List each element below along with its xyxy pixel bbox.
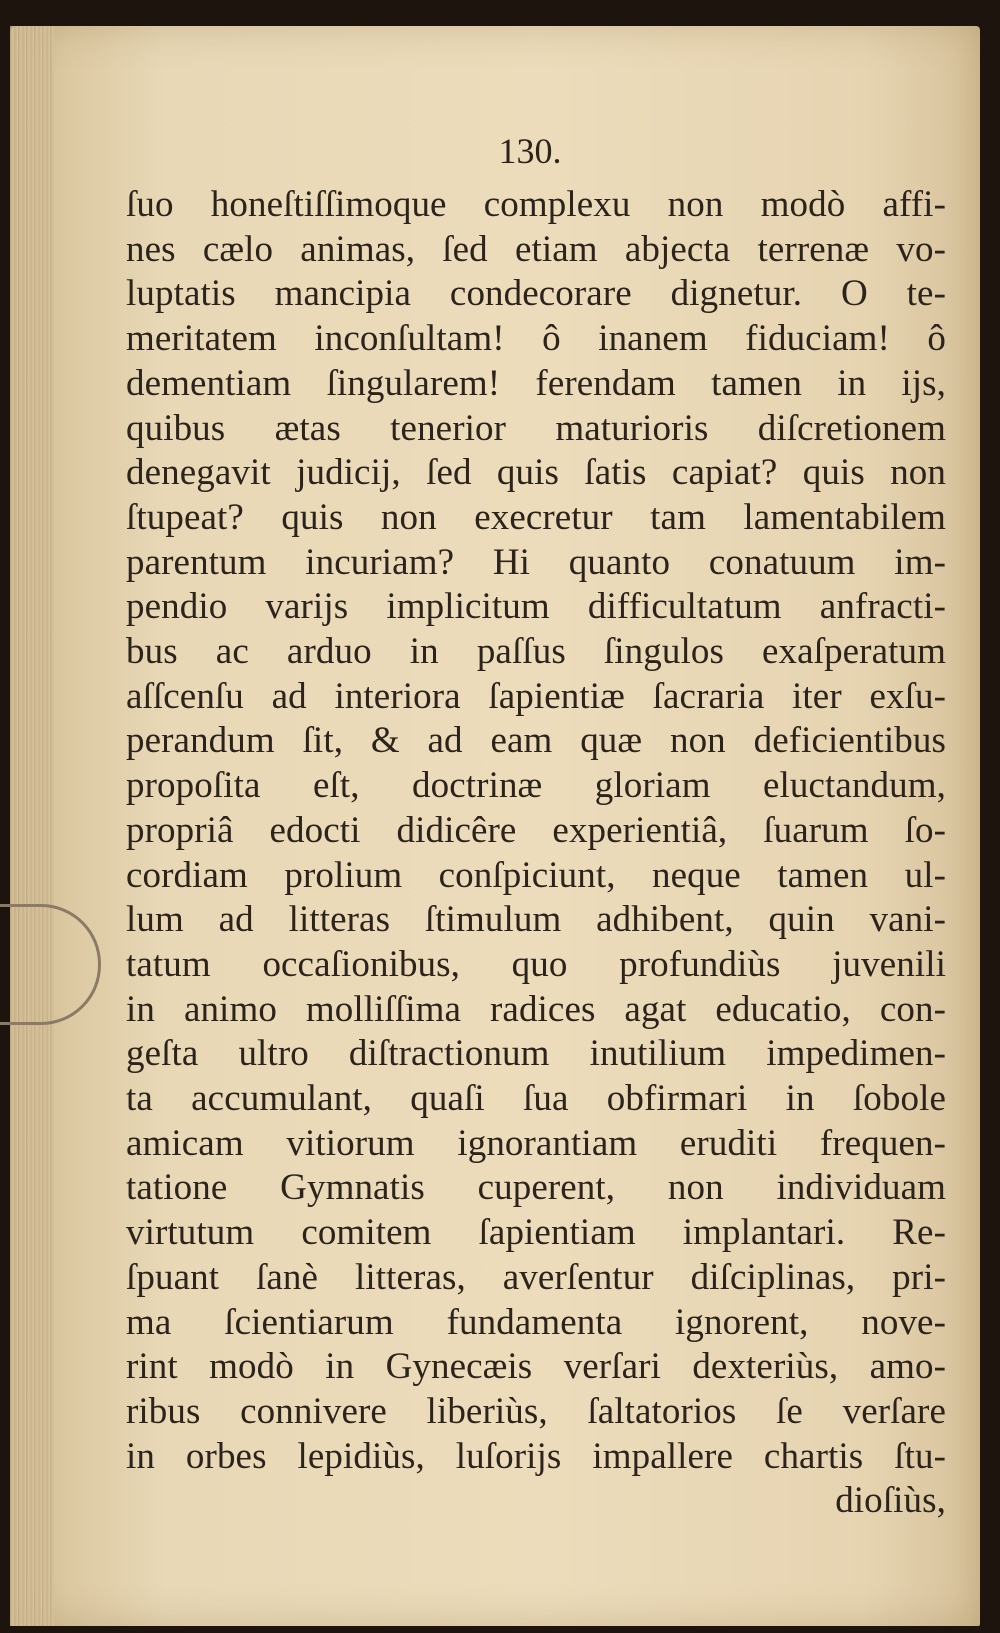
text-line: dioſiùs,: [835, 1480, 946, 1522]
text-line: quibus ætas tenerior maturioris diſcretionem: [126, 407, 946, 449]
text-line: in orbes lepidiùs, luſorijs impallere chartis ſtu-: [126, 1435, 946, 1477]
text-line: cordiam prolium conſpiciunt, neque tamen ul-: [126, 854, 946, 896]
text-line: ribus connivere liberiùs, ſaltatorios ſe verſare: [126, 1390, 946, 1432]
text-line: luptatis mancipia condecorare dignetur. O te-: [126, 273, 946, 315]
text-line: perandum ſit, & ad eam quæ non deficientibus: [126, 720, 946, 762]
text-line: amicam vitiorum ignorantiam eruditi frequen-: [126, 1122, 946, 1164]
text-line: ma ſcientiarum fundamenta ignorent, nove-: [126, 1301, 946, 1343]
text-line: rint modò in Gynecæis verſari dexteriùs, amo-: [126, 1346, 946, 1388]
text-line: lum ad litteras ſtimulum adhibent, quin vani-: [126, 899, 946, 941]
text-line: virtutum comitem ſapientiam implantari. Re-: [126, 1212, 946, 1254]
text-line: parentum incuriam? Hi quanto conatuum im-: [126, 541, 946, 583]
body-text: [126, 183, 946, 1524]
text-line: aſſcenſu ad interiora ſapientiæ ſacraria iter exſu-: [126, 675, 946, 717]
text-line: ta accumulant, quaſi ſua obfirmari in ſobole: [126, 1078, 946, 1120]
text-line: ſpuant ſanè litteras, averſentur diſciplinas, pri-: [126, 1256, 946, 1298]
text-line: meritatem inconſultam! ô inanem fiduciam! ô: [126, 318, 946, 360]
text-line: dementiam ſingularem! ferendam tamen in ijs,: [126, 362, 946, 404]
book-page: [10, 26, 980, 1626]
page-clip: [0, 904, 101, 1025]
text-line: ſtupeat? quis non execretur tam lamentabilem: [126, 496, 946, 538]
text-line: propriâ edocti didicêre experientiâ, ſuarum ſo-: [126, 809, 946, 851]
text-line: denegavit judicij, ſed quis ſatis capiat? quis non: [126, 452, 946, 494]
page-number: 130.: [498, 131, 562, 171]
text-line: tatum occaſionibus, quo profundiùs juvenili: [126, 943, 946, 985]
text-line: pendio varijs implicitum difficultatum anfracti-: [126, 586, 946, 628]
page-edges: [10, 26, 54, 1626]
text-line: tatione Gymnatis cuperent, non individuam: [126, 1167, 946, 1209]
text-line: geſta ultro diſtractionum inutilium impedimen-: [126, 1033, 946, 1075]
text-line: nes cælo animas, ſed etiam abjecta terrenæ vo-: [126, 228, 946, 270]
text-line: bus ac arduo in paſſus ſingulos exaſperatum: [126, 631, 946, 673]
text-line: ſuo honeſtiſſimoque complexu non modò affi-: [126, 184, 946, 225]
text-line: propoſita eſt, doctrinæ gloriam eluctandum,: [126, 765, 946, 807]
text-line: in animo molliſſima radices agat educatio, con-: [126, 988, 946, 1030]
